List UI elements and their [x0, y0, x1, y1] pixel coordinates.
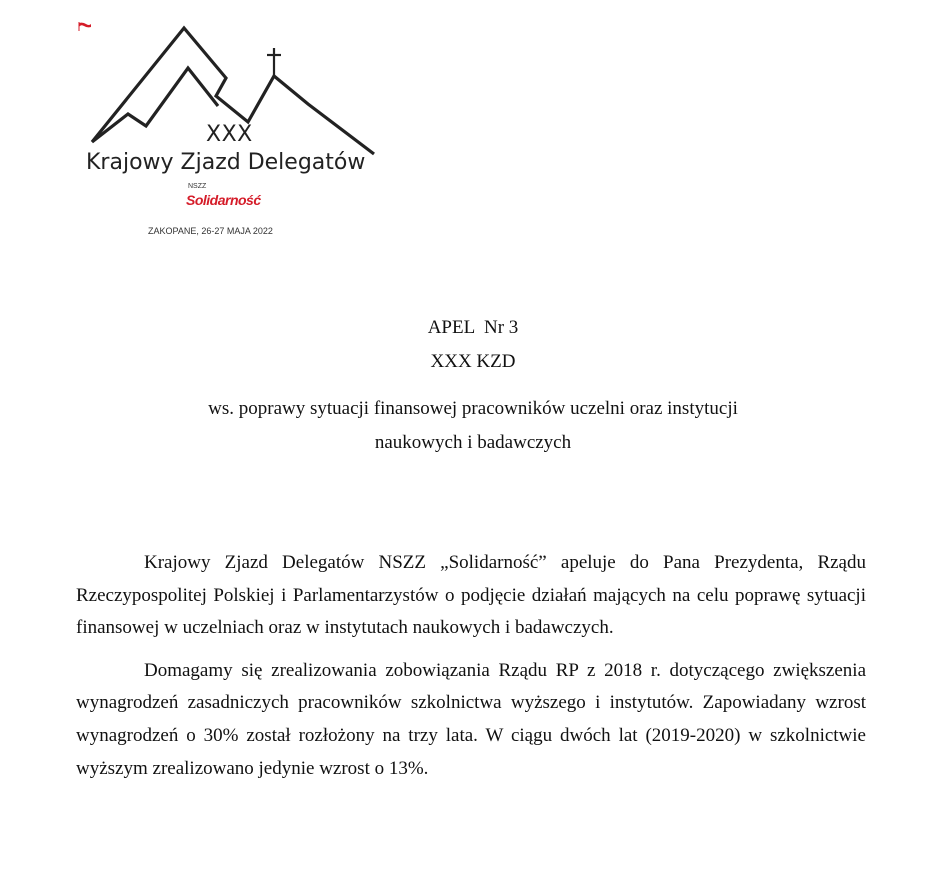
appeal-subject-line-2: naukowych i badawczych: [374, 432, 572, 453]
congress-label: XXX KZD: [430, 351, 516, 372]
solidarnosc-logotype: Solidarność: [186, 192, 261, 208]
logo-title: Krajowy Zjazd Delegatów: [86, 150, 366, 175]
flag-icon: [78, 22, 92, 31]
appeal-subject-line-1: ws. poprawy sytuacji finansowej pracowników uczelni oraz instytucji: [208, 398, 738, 419]
logo-number: XXX: [206, 122, 253, 147]
congress-logo: [78, 22, 388, 252]
paragraph-2: Domagamy się zrealizowania zobowiązania Rządu RP z 2018 r. dotyczącego zwiększenia wynagrodzeń zasadniczych pracowników szkolnictwa wyższego i instytutów. Zapowiadany wzrost wynagrodzeń o 30% został rozłożony na trzy lata. W ciągu dwóch lat (2019-2020) w szkolnictwie wyższym zrealizowano jedynie wzrost o 13%.: [76, 659, 866, 779]
paragraph-1: Krajowy Zjazd Delegatów NSZZ „Solidarność” apeluje do Pana Prezydenta, Rządu Rzeczypospolitej Polskiej i Parlamentarzystów o podjęcie działań mających na celu poprawę sytuacji finansowej w uczelniach oraz w instytutach naukowych i badawczych.: [76, 552, 866, 639]
logo-place-date: ZAKOPANE, 26-27 MAJA 2022: [148, 226, 273, 236]
logo-nszz-label: NSZZ: [188, 183, 207, 190]
appeal-body: [76, 547, 866, 795]
appeal-number: APEL Nr 3: [427, 317, 519, 338]
